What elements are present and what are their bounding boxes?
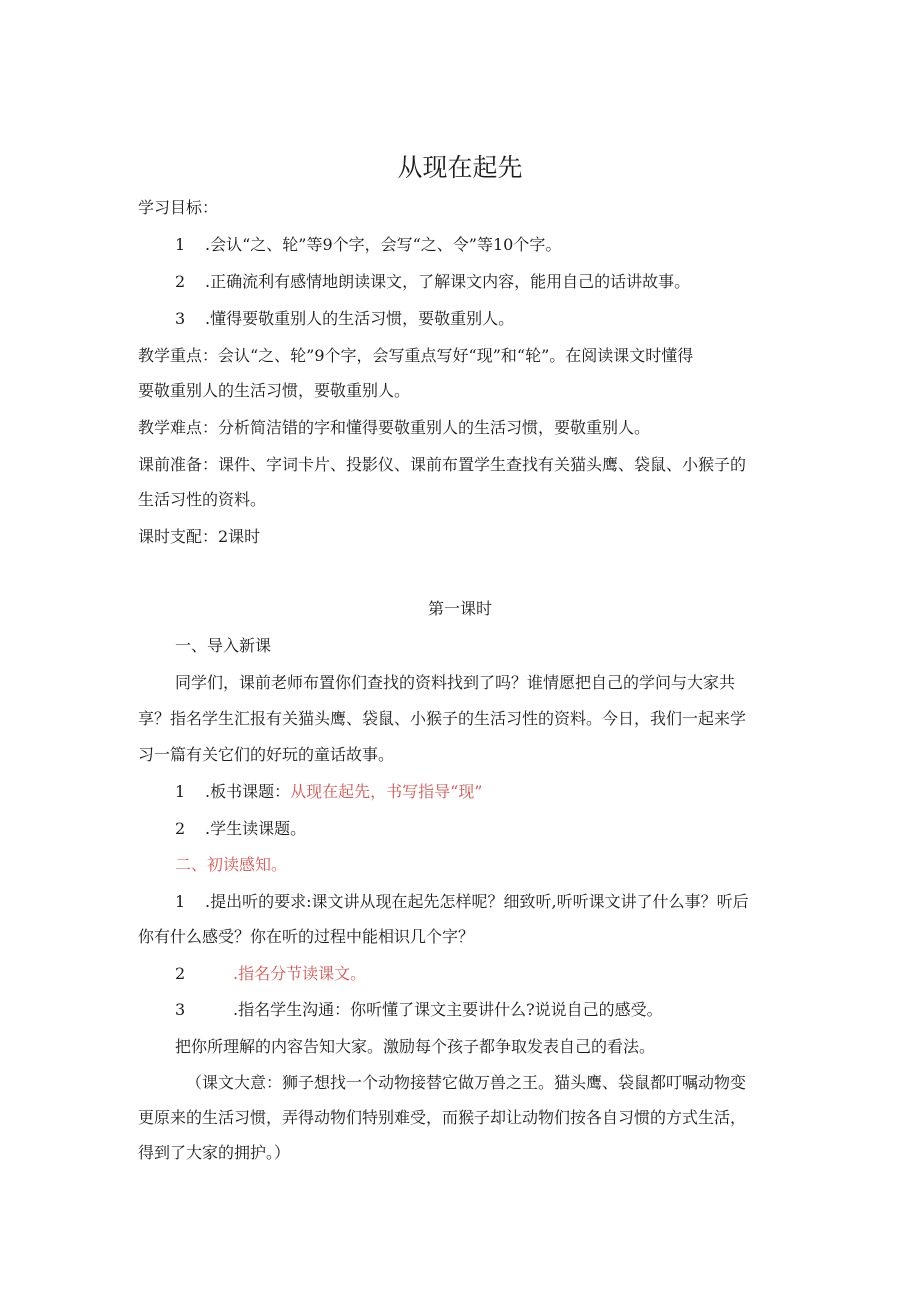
step-number: 3: [175, 1000, 186, 1019]
summary-line-2: 更原来的生活习惯，弄得动物们特别难受，而猴子却让动物们按各自习惯的方式生活，: [138, 1108, 747, 1127]
key-points-line-2: 要敬重别人的生活习惯，要敬重别人。: [138, 381, 411, 400]
summary-line-3: 得到了大家的拥护。）: [138, 1143, 291, 1162]
step-number: 2: [175, 819, 186, 838]
objective-text: .正确流利有感情地朗读课文，了解课文内容，能用自己的话讲故事。: [205, 272, 691, 291]
key-points-line-1: 教学重点：会认“之、轮”9个字，会写重点写好“现”和“轮”。在阅读课文时懂得: [138, 346, 694, 365]
page-title: 从现在起先: [397, 153, 523, 182]
schedule: 课时支配：2课时: [138, 527, 261, 546]
summary-line-1: （课文大意：狮子想找一个动物接替它做万兽之王。猫头鹰、袋鼠都叮嘱动物变: [186, 1073, 747, 1092]
section-2-heading: [138, 855, 825, 875]
step-text: .板书课题：: [205, 782, 291, 801]
difficulties: 教学难点：分析简洁错的字和懂得要敬重别人的生活习惯，要敬重别人。: [138, 418, 651, 437]
step-text: .指名学生沟通：你听懂了课文主要讲什么?说说自己的感受。: [233, 1000, 663, 1019]
step-highlight: 从现在起先，书写指导“现”: [290, 782, 483, 801]
step-highlight: .指名分节读课文。: [233, 964, 367, 983]
step-read-title: [138, 819, 825, 839]
preparation-line-1: 课前准备：课件、字词卡片、投影仪、课前布置学生查找有关猫头鹰、袋鼠、小猴子的: [138, 455, 747, 474]
objective-number: 3: [175, 309, 186, 328]
objective-number: 1: [175, 235, 186, 254]
step-text: .提出听的要求:课文讲从现在起先怎样呢？细致听,听听课文讲了什么事？听后: [205, 892, 749, 911]
objectives-label: 学习目标：: [138, 198, 219, 217]
listen-step-line-1: [138, 892, 825, 912]
step-board-title: [138, 782, 825, 802]
step-number: 2: [175, 964, 186, 983]
preparation-line-2: 生活习性的资料。: [138, 490, 267, 509]
section-1-heading: 一、导入新课: [175, 636, 272, 655]
encourage-text: 把你所理解的内容告知大家。激励每个孩子都争取发表自己的看法。: [175, 1037, 656, 1056]
objective-item-1: [138, 235, 825, 255]
lesson-heading: 第一课时: [427, 599, 492, 618]
listen-step-line-2: 你有什么感受？你在听的过程中能相识几个字？: [138, 927, 475, 946]
section-2-prefix: 二、: [175, 855, 208, 874]
step-number: 1: [175, 782, 186, 801]
communicate-step: [138, 1000, 825, 1020]
section-2-highlight: 初读感知。: [207, 855, 288, 874]
read-section-step: [138, 964, 825, 984]
intro-para-line-1: 同学们，课前老师布置你们查找的资料找到了吗？谁情愿把自己的学问与大家共: [175, 673, 736, 692]
intro-para-line-2: 享？指名学生汇报有关猫头鹰、袋鼠、小猴子的生活习性的资料。今日，我们一起来学: [138, 709, 747, 728]
step-number: 1: [175, 892, 186, 911]
objective-number: 2: [175, 272, 186, 291]
step-text: .学生读课题。: [205, 819, 307, 838]
intro-para-line-3: 习一篇有关它们的好玩的童话故事。: [138, 745, 395, 764]
objective-text: .会认“之、轮”等9个字，会写“之、令”等10个字。: [205, 235, 562, 254]
objective-text: .懂得要敬重别人的生活习惯，要敬重别人。: [205, 309, 515, 328]
objective-item-3: [138, 309, 825, 329]
objective-item-2: [138, 272, 825, 292]
